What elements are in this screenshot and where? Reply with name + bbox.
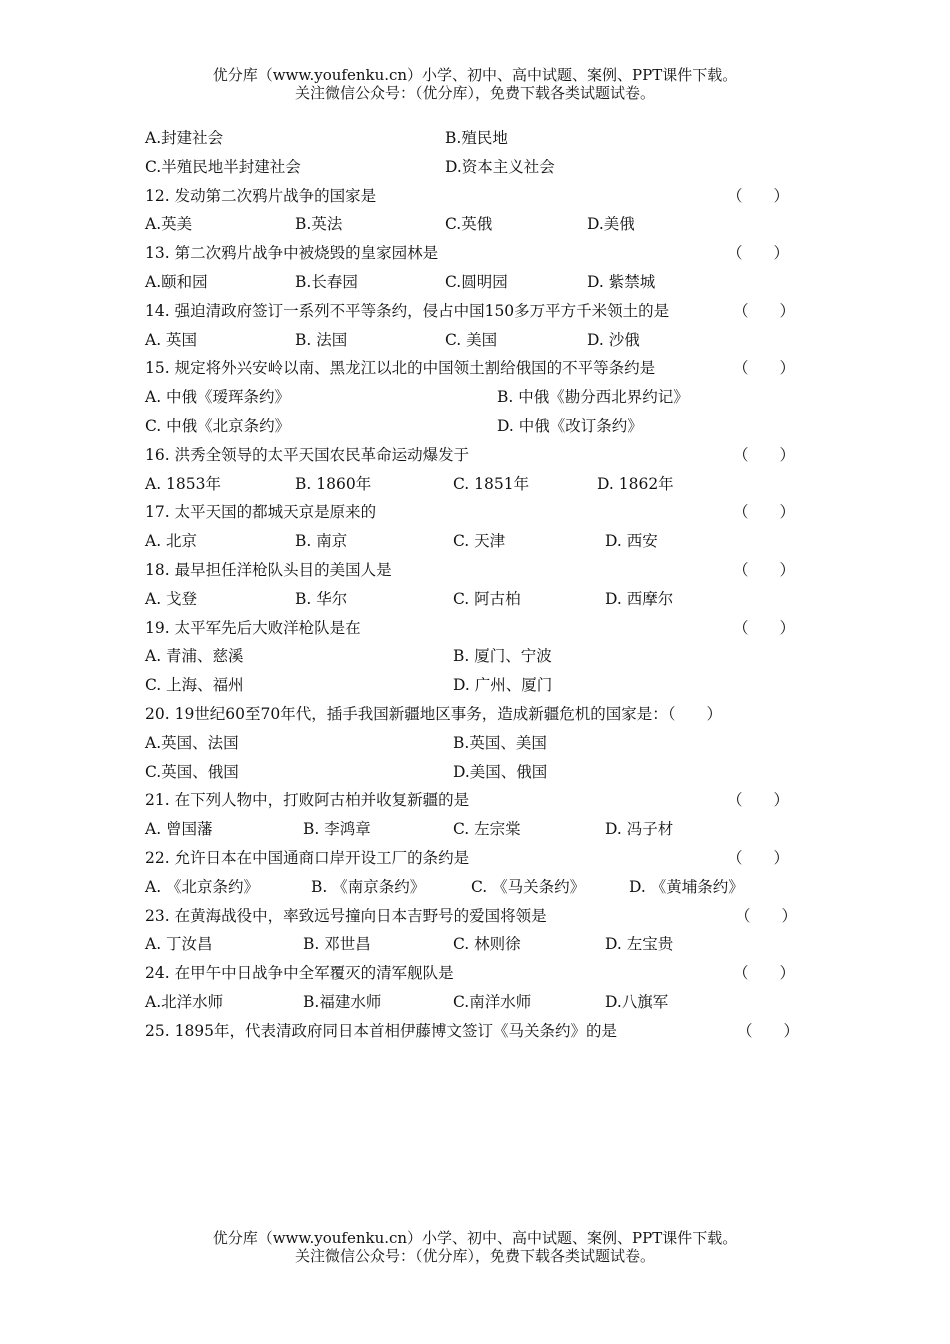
question-text: 12. 发动第二次鸦片战争的国家是 xyxy=(145,186,377,205)
question-line xyxy=(145,844,805,873)
answer-option: B. 中俄《勘分西北界约记》 xyxy=(497,388,689,407)
options-line xyxy=(145,326,805,355)
answer-option: B. 厦门、宁波 xyxy=(453,647,552,666)
options-line xyxy=(145,729,805,758)
answer-option: C. 天津 xyxy=(453,532,506,551)
answer-option: D.资本主义社会 xyxy=(445,157,555,176)
answer-option: A. 青浦、慈溪 xyxy=(145,647,244,666)
question-text: 25. 1895年，代表清政府同日本首相伊藤博文签订《马关条约》的是 xyxy=(145,1021,618,1040)
answer-blank: （ ） xyxy=(727,244,790,263)
options-line xyxy=(145,671,805,700)
answer-blank: （ ） xyxy=(733,964,796,983)
question-text: 21. 在下列人物中，打败阿古柏并收复新疆的是 xyxy=(145,791,470,810)
answer-option: B. 南京 xyxy=(295,532,348,551)
header-line-1: 优分库（www.youfenku.cn）小学、初中、高中试题、案例、PPT课件下载。 xyxy=(212,66,738,84)
answer-blank: （ ） xyxy=(735,906,798,925)
answer-option: B. 法国 xyxy=(295,330,348,349)
options-line xyxy=(145,124,805,153)
options-line xyxy=(145,210,805,239)
answer-option: A.英美 xyxy=(145,215,193,234)
question-line xyxy=(145,1017,805,1046)
answer-option: B. 1860年 xyxy=(295,474,372,493)
question-line xyxy=(145,614,805,643)
question-line xyxy=(145,239,805,268)
answer-option: A. 1853年 xyxy=(145,474,221,493)
question-line xyxy=(145,700,805,729)
options-line xyxy=(145,412,805,441)
answer-option: A. 《北京条约》 xyxy=(145,877,260,896)
answer-option: A.英国、法国 xyxy=(145,733,239,752)
answer-option: A. 丁汝昌 xyxy=(145,935,213,954)
question-line xyxy=(145,786,805,815)
answer-blank: （ ） xyxy=(737,1021,800,1040)
answer-option: B. 李鸿章 xyxy=(303,820,371,839)
footer-line-2: 关注微信公众号：（优分库），免费下载各类试题试卷。 xyxy=(294,1247,655,1265)
question-line xyxy=(145,182,805,211)
answer-blank: （ ） xyxy=(733,618,796,637)
answer-option: A. 戈登 xyxy=(145,589,198,608)
question-text: 23. 在黄海战役中，率致远号撞向日本吉野号的爱国将领是 xyxy=(145,906,547,925)
question-text: 18. 最早担任洋枪队头目的美国人是 xyxy=(145,560,392,579)
answer-option: D. 中俄《改订条约》 xyxy=(497,416,643,435)
answer-option: D. 1862年 xyxy=(597,474,674,493)
question-text: 22. 允许日本在中国通商口岸开设工厂的条约是 xyxy=(145,848,470,867)
question-text: 17. 太平天国的都城天京是原来的 xyxy=(145,503,377,522)
question-line xyxy=(145,902,805,931)
answer-option: D. 西安 xyxy=(605,532,658,551)
answer-option: C.圆明园 xyxy=(445,272,508,291)
answer-option: C. 中俄《北京条约》 xyxy=(145,416,291,435)
answer-option: B. 邓世昌 xyxy=(303,935,371,954)
answer-option: A. 北京 xyxy=(145,532,198,551)
answer-option: C.英国、俄国 xyxy=(145,762,239,781)
answer-option: B.英法 xyxy=(295,215,343,234)
options-line xyxy=(145,758,805,787)
question-list xyxy=(145,124,805,1046)
answer-blank: （ ） xyxy=(733,359,796,378)
answer-option: B.福建水师 xyxy=(303,992,382,1011)
question-text: 13. 第二次鸦片战争中被烧毁的皇家园林是 xyxy=(145,244,439,263)
options-line xyxy=(145,988,805,1017)
answer-option: C. 林则徐 xyxy=(453,935,521,954)
question-line xyxy=(145,556,805,585)
answer-option: C. 1851年 xyxy=(453,474,530,493)
answer-option: A. 曾国藩 xyxy=(145,820,213,839)
footer-line-1: 优分库（www.youfenku.cn）小学、初中、高中试题、案例、PPT课件下载。 xyxy=(212,1229,738,1247)
answer-option: D. 紫禁城 xyxy=(587,272,656,291)
question-text: 15. 规定将外兴安岭以南、黑龙江以北的中国领土割给俄国的不平等条约是 xyxy=(145,359,656,378)
answer-option: B. 《南京条约》 xyxy=(311,877,426,896)
answer-blank: （ ） xyxy=(733,503,796,522)
answer-option: B.长春园 xyxy=(295,272,358,291)
answer-option: D. 沙俄 xyxy=(587,330,640,349)
answer-option: D. 西摩尔 xyxy=(605,589,674,608)
answer-option: A.北洋水师 xyxy=(145,992,224,1011)
answer-blank: （ ） xyxy=(727,186,790,205)
answer-option: D. 冯子材 xyxy=(605,820,674,839)
options-line xyxy=(145,873,805,902)
options-line xyxy=(145,930,805,959)
options-line xyxy=(145,268,805,297)
question-text: 20. 19世纪60至70年代，插手我国新疆地区事务，造成新疆危机的国家是：（ ） xyxy=(145,704,722,723)
answer-option: D.八旗军 xyxy=(605,992,669,1011)
options-line xyxy=(145,153,805,182)
answer-option: A.颐和园 xyxy=(145,272,208,291)
answer-option: A. 中俄《瑷珲条约》 xyxy=(145,388,291,407)
options-line xyxy=(145,642,805,671)
answer-option: C.南洋水师 xyxy=(453,992,532,1011)
answer-option: D. 广州、厦门 xyxy=(453,676,553,695)
answer-option: C.英俄 xyxy=(445,215,493,234)
answer-option: D.美国、俄国 xyxy=(453,762,548,781)
question-text: 16. 洪秀全领导的太平天国农民革命运动爆发于 xyxy=(145,445,470,464)
answer-option: C. 上海、福州 xyxy=(145,676,244,695)
answer-blank: （ ） xyxy=(727,791,790,810)
answer-option: A.封建社会 xyxy=(145,129,224,147)
options-line xyxy=(145,470,805,499)
question-text: 19. 太平军先后大败洋枪队是在 xyxy=(145,618,361,637)
answer-blank: （ ） xyxy=(727,848,790,867)
answer-option: D. 左宝贵 xyxy=(605,935,674,954)
question-text: 24. 在甲午中日战争中全军覆灭的清军舰队是 xyxy=(145,964,454,983)
question-line xyxy=(145,441,805,470)
options-line xyxy=(145,383,805,412)
question-line xyxy=(145,498,805,527)
answer-blank: （ ） xyxy=(733,560,796,579)
answer-option: C. 左宗棠 xyxy=(453,820,521,839)
answer-option: C. 阿古柏 xyxy=(453,589,521,608)
answer-option: A. 英国 xyxy=(145,330,198,349)
options-line xyxy=(145,815,805,844)
answer-option: B. 华尔 xyxy=(295,589,348,608)
answer-option: B.殖民地 xyxy=(445,129,508,147)
answer-option: D. 《黄埔条约》 xyxy=(629,877,744,896)
options-line xyxy=(145,585,805,614)
answer-option: C. 美国 xyxy=(445,330,498,349)
header-line-2: 关注微信公众号：（优分库），免费下载各类试题试卷。 xyxy=(294,84,655,102)
answer-option: B.英国、美国 xyxy=(453,733,547,752)
page-footer xyxy=(0,1229,950,1265)
question-line xyxy=(145,354,805,383)
options-line xyxy=(145,527,805,556)
answer-blank: （ ） xyxy=(733,301,796,320)
answer-option: C.半殖民地半封建社会 xyxy=(145,157,301,176)
page-header xyxy=(0,66,950,102)
answer-option: C. 《马关条约》 xyxy=(471,877,586,896)
answer-blank: （ ） xyxy=(733,445,796,464)
answer-option: D.美俄 xyxy=(587,215,635,234)
question-text: 14. 强迫清政府签订一系列不平等条约，侵占中国150多万平方千米领土的是 xyxy=(145,301,670,320)
question-line xyxy=(145,297,805,326)
question-line xyxy=(145,959,805,988)
